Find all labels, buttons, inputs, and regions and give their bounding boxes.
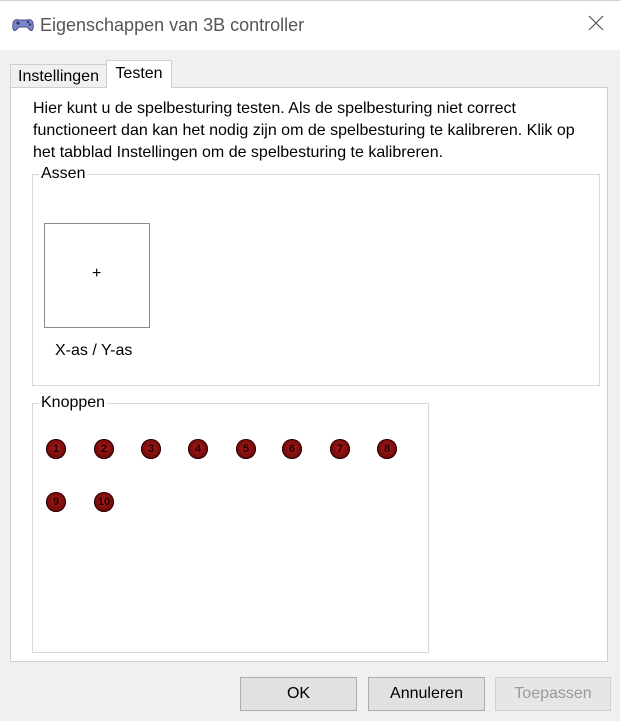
button-indicator-9: 9 bbox=[46, 492, 66, 512]
window-title: Eigenschappen van 3B controller bbox=[40, 15, 305, 35]
close-icon bbox=[587, 14, 605, 37]
button-indicator-10: 10 bbox=[94, 492, 114, 512]
xy-axis-display bbox=[44, 223, 150, 328]
tab-panel-testen bbox=[10, 87, 608, 662]
tab-testen[interactable]: Testen bbox=[106, 60, 172, 88]
buttons-group bbox=[32, 395, 429, 653]
button-indicator-3: 3 bbox=[141, 439, 161, 459]
tab-instellingen[interactable]: Instellingen bbox=[10, 64, 107, 87]
axes-group-label: Assen bbox=[41, 165, 86, 182]
buttons-group-label: Knoppen bbox=[41, 394, 106, 411]
intro-text: Hier kunt u de spelbesturing testen. Als de spelbesturing niet correct functioneert dan kan het nodig zijn om de spelbesturing te kalibreren. Klik op het tabblad Instellingen om de spelbesturing te kalibreren. bbox=[33, 100, 575, 161]
axes-group bbox=[32, 166, 600, 386]
close-button[interactable] bbox=[572, 1, 620, 49]
button-indicator-5: 5 bbox=[236, 439, 256, 459]
cancel-button[interactable]: Annuleren bbox=[368, 677, 485, 711]
button-indicator-7: 7 bbox=[330, 439, 350, 459]
apply-button[interactable]: Toepassen bbox=[495, 677, 611, 711]
button-indicator-4: 4 bbox=[188, 439, 208, 459]
button-indicator-1: 1 bbox=[46, 439, 66, 459]
gamepad-icon bbox=[10, 15, 36, 35]
axis-label: X-as / Y-as bbox=[55, 342, 133, 359]
button-indicator-6: 6 bbox=[282, 439, 302, 459]
button-indicator-8: 8 bbox=[377, 439, 397, 459]
button-indicator-2: 2 bbox=[94, 439, 114, 459]
title-bar bbox=[0, 0, 620, 50]
ok-button[interactable]: OK bbox=[240, 677, 357, 711]
crosshair-icon: + bbox=[92, 265, 102, 282]
